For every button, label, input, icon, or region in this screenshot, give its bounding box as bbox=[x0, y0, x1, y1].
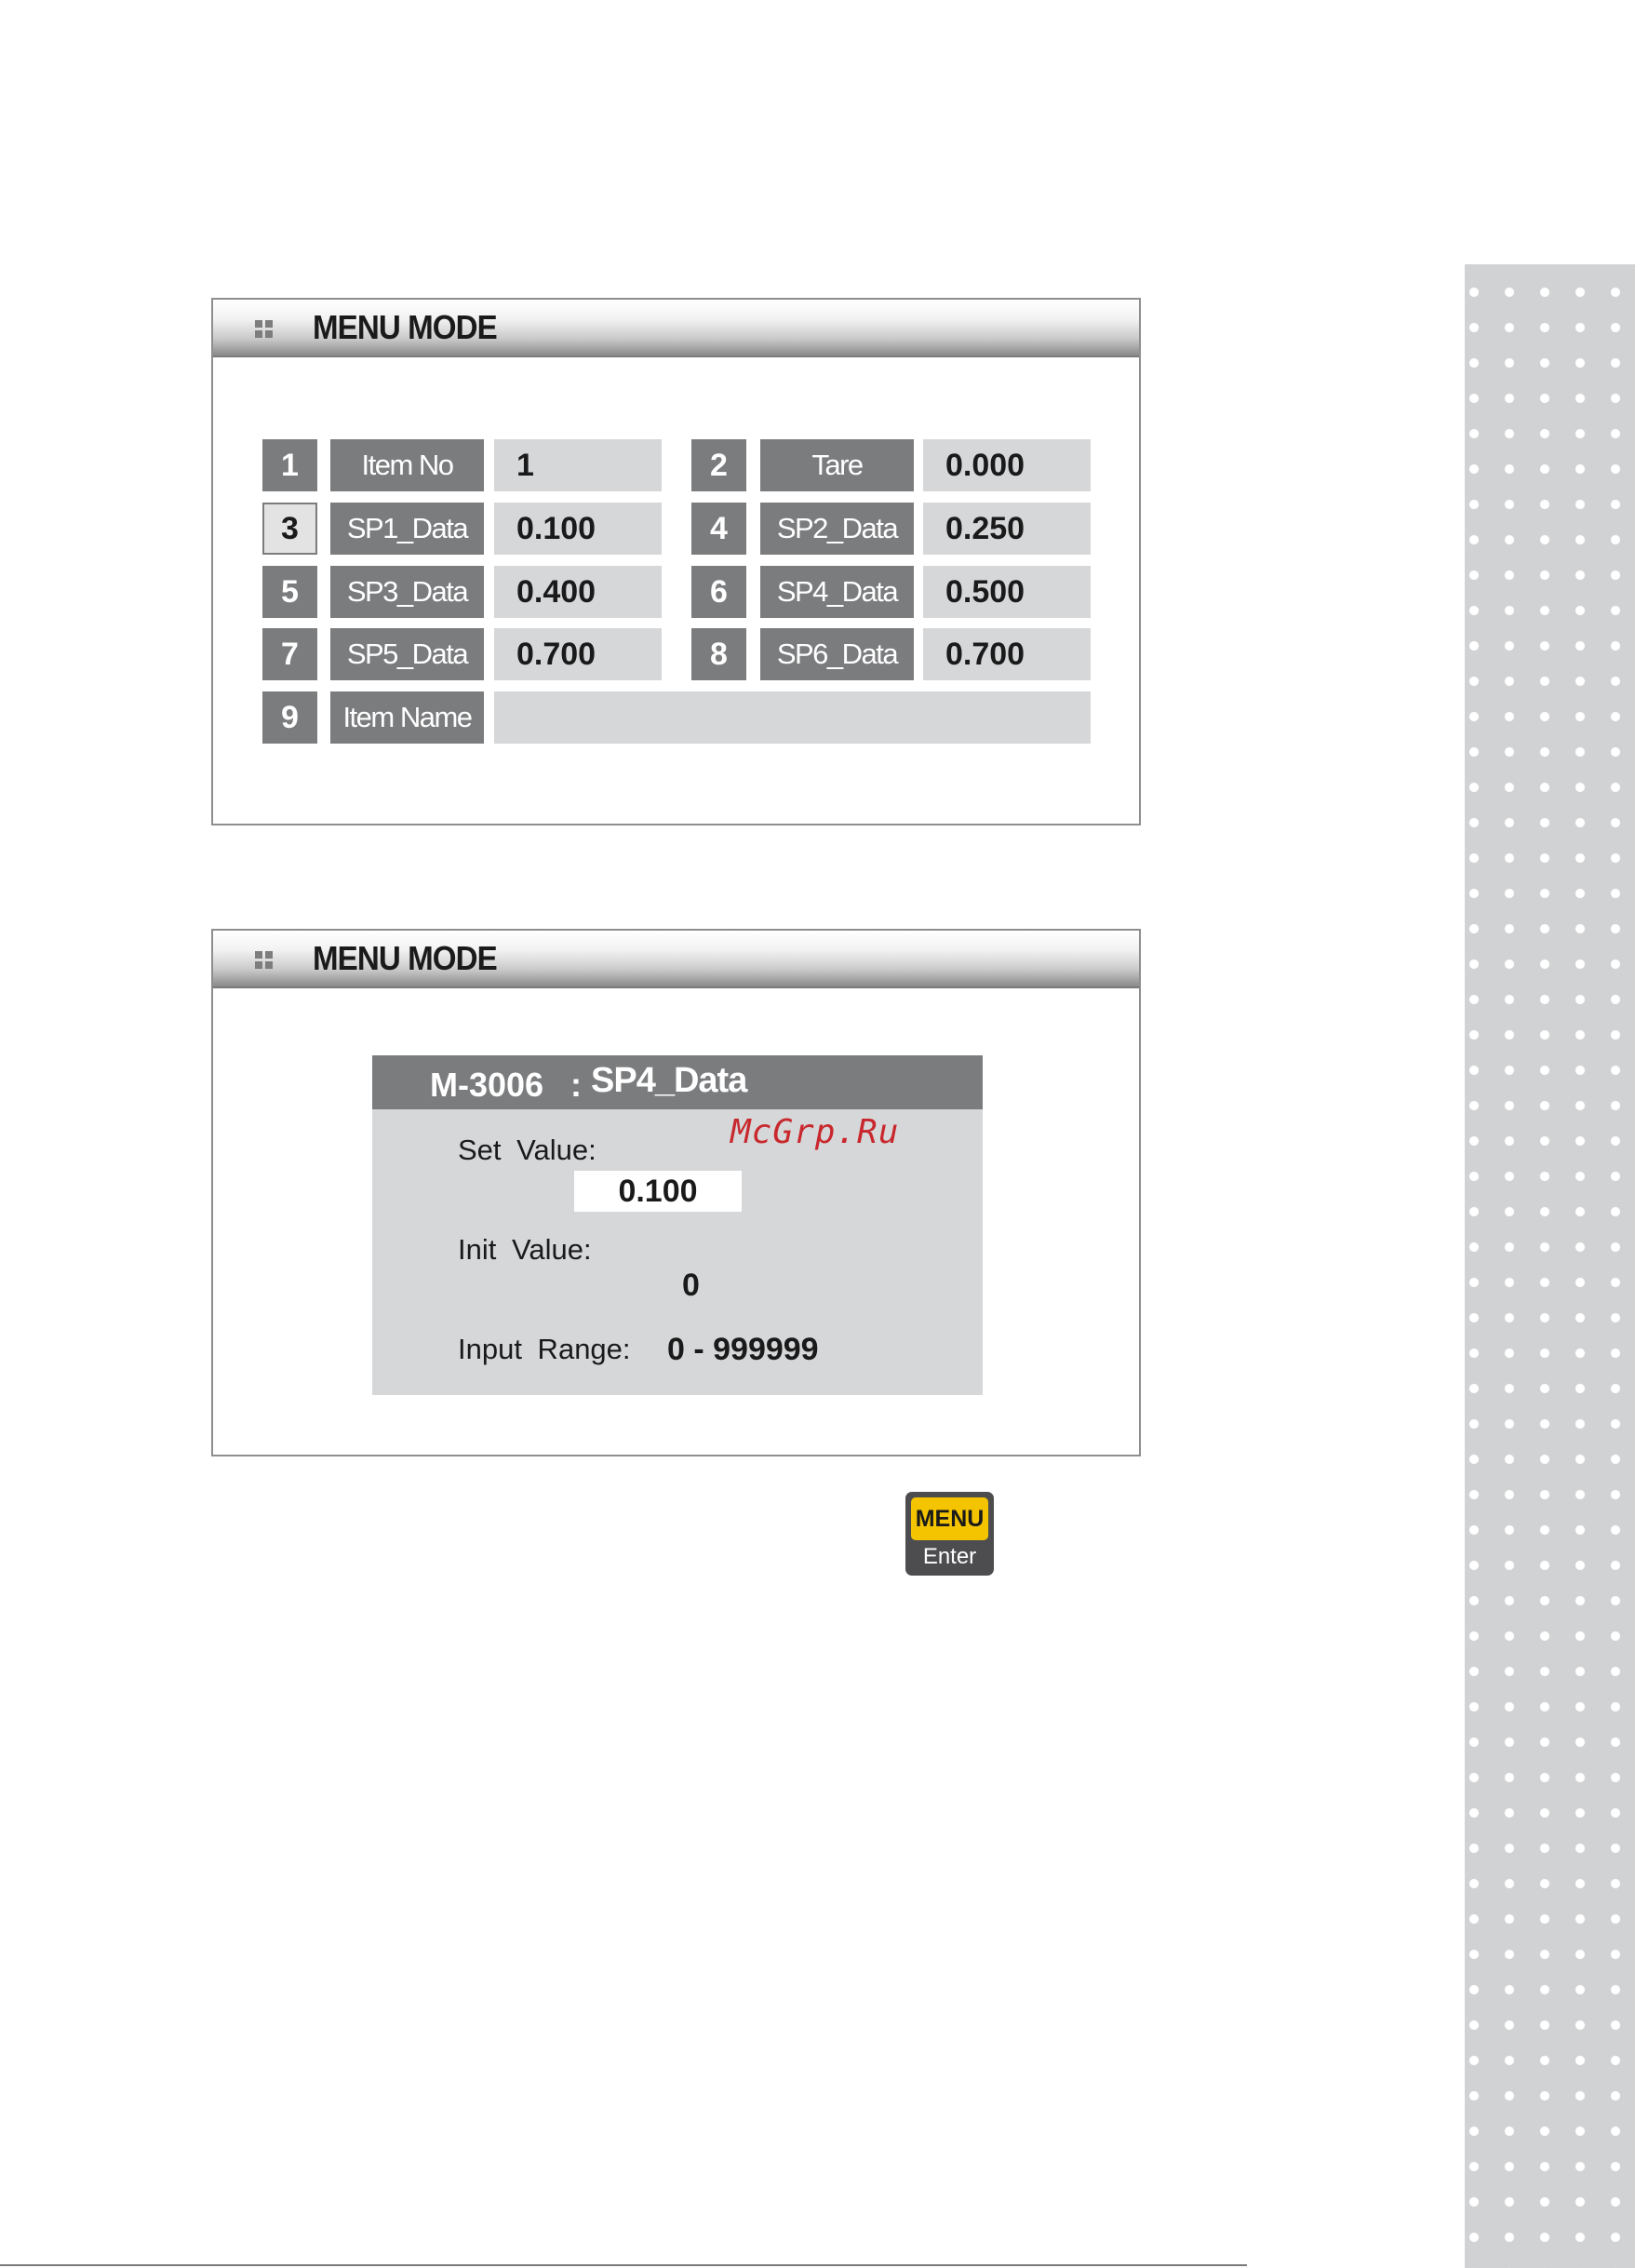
watermark-text: McGrp.Ru bbox=[730, 1113, 900, 1151]
input-range-label: Input Range: bbox=[458, 1333, 631, 1365]
panel-title: MENU MODE bbox=[313, 939, 497, 977]
setting-number-1[interactable]: 1 bbox=[262, 439, 317, 491]
panel-header bbox=[213, 300, 1139, 357]
menu-mode-panel-list bbox=[211, 298, 1141, 825]
setting-value-sp2-data[interactable]: 0.250 bbox=[923, 503, 1091, 555]
setting-label-item-name: Item Name bbox=[330, 691, 484, 744]
setting-value-sp6-data[interactable]: 0.700 bbox=[923, 628, 1091, 680]
menu-enter-key[interactable] bbox=[905, 1492, 994, 1576]
panel-title: MENU MODE bbox=[313, 308, 497, 346]
menu-code: M-3006 bbox=[430, 1066, 544, 1104]
menu-key-label: MENU bbox=[911, 1497, 988, 1540]
input-range-value: 0 - 999999 bbox=[667, 1332, 819, 1367]
setting-value-sp4-data[interactable]: 0.500 bbox=[923, 566, 1091, 618]
setting-label-sp5-data: SP5_Data bbox=[330, 628, 484, 680]
setting-number-2[interactable]: 2 bbox=[691, 439, 746, 491]
setting-value-sp3-data[interactable]: 0.400 bbox=[494, 566, 662, 618]
setting-label-sp4-data: SP4_Data bbox=[760, 566, 914, 618]
setting-value-item-name[interactable] bbox=[494, 691, 1091, 744]
set-value-input[interactable]: 0.100 bbox=[574, 1171, 742, 1212]
setting-label-sp1-data: SP1_Data bbox=[330, 503, 484, 555]
setting-number-6[interactable]: 6 bbox=[691, 566, 746, 618]
setting-label-tare: Tare bbox=[760, 439, 914, 491]
side-dotted-strip bbox=[1465, 264, 1635, 2268]
panel-header bbox=[213, 931, 1139, 988]
header-separator: : bbox=[570, 1066, 582, 1104]
set-value-label: Set Value: bbox=[458, 1134, 596, 1166]
setting-number-5[interactable]: 5 bbox=[262, 566, 317, 618]
grid-icon bbox=[255, 951, 274, 970]
bottom-rule bbox=[0, 2264, 1247, 2266]
setting-name: SP4_Data bbox=[591, 1061, 747, 1100]
setting-value-tare[interactable]: 0.000 bbox=[923, 439, 1091, 491]
enter-key-label: Enter bbox=[922, 1544, 977, 1569]
setting-number-8[interactable]: 8 bbox=[691, 628, 746, 680]
setting-label-sp6-data: SP6_Data bbox=[760, 628, 914, 680]
setting-number-7[interactable]: 7 bbox=[262, 628, 317, 680]
setting-value-sp1-data[interactable]: 0.100 bbox=[494, 503, 662, 555]
detail-header bbox=[372, 1055, 983, 1109]
init-value-label: Init Value: bbox=[458, 1233, 592, 1266]
init-value: 0 bbox=[682, 1268, 700, 1303]
setting-detail-box bbox=[372, 1055, 983, 1395]
setting-number-4[interactable]: 4 bbox=[691, 503, 746, 555]
setting-label-sp2-data: SP2_Data bbox=[760, 503, 914, 555]
setting-label-sp3-data: SP3_Data bbox=[330, 566, 484, 618]
menu-mode-panel-detail bbox=[211, 929, 1141, 1456]
setting-number-3-selected[interactable]: 3 bbox=[262, 503, 317, 555]
setting-number-9[interactable]: 9 bbox=[262, 691, 317, 744]
setting-label-item-no: Item No bbox=[330, 439, 484, 491]
setting-value-sp5-data[interactable]: 0.700 bbox=[494, 628, 662, 680]
grid-icon bbox=[255, 320, 274, 339]
setting-value-item-no[interactable]: 1 bbox=[494, 439, 662, 491]
